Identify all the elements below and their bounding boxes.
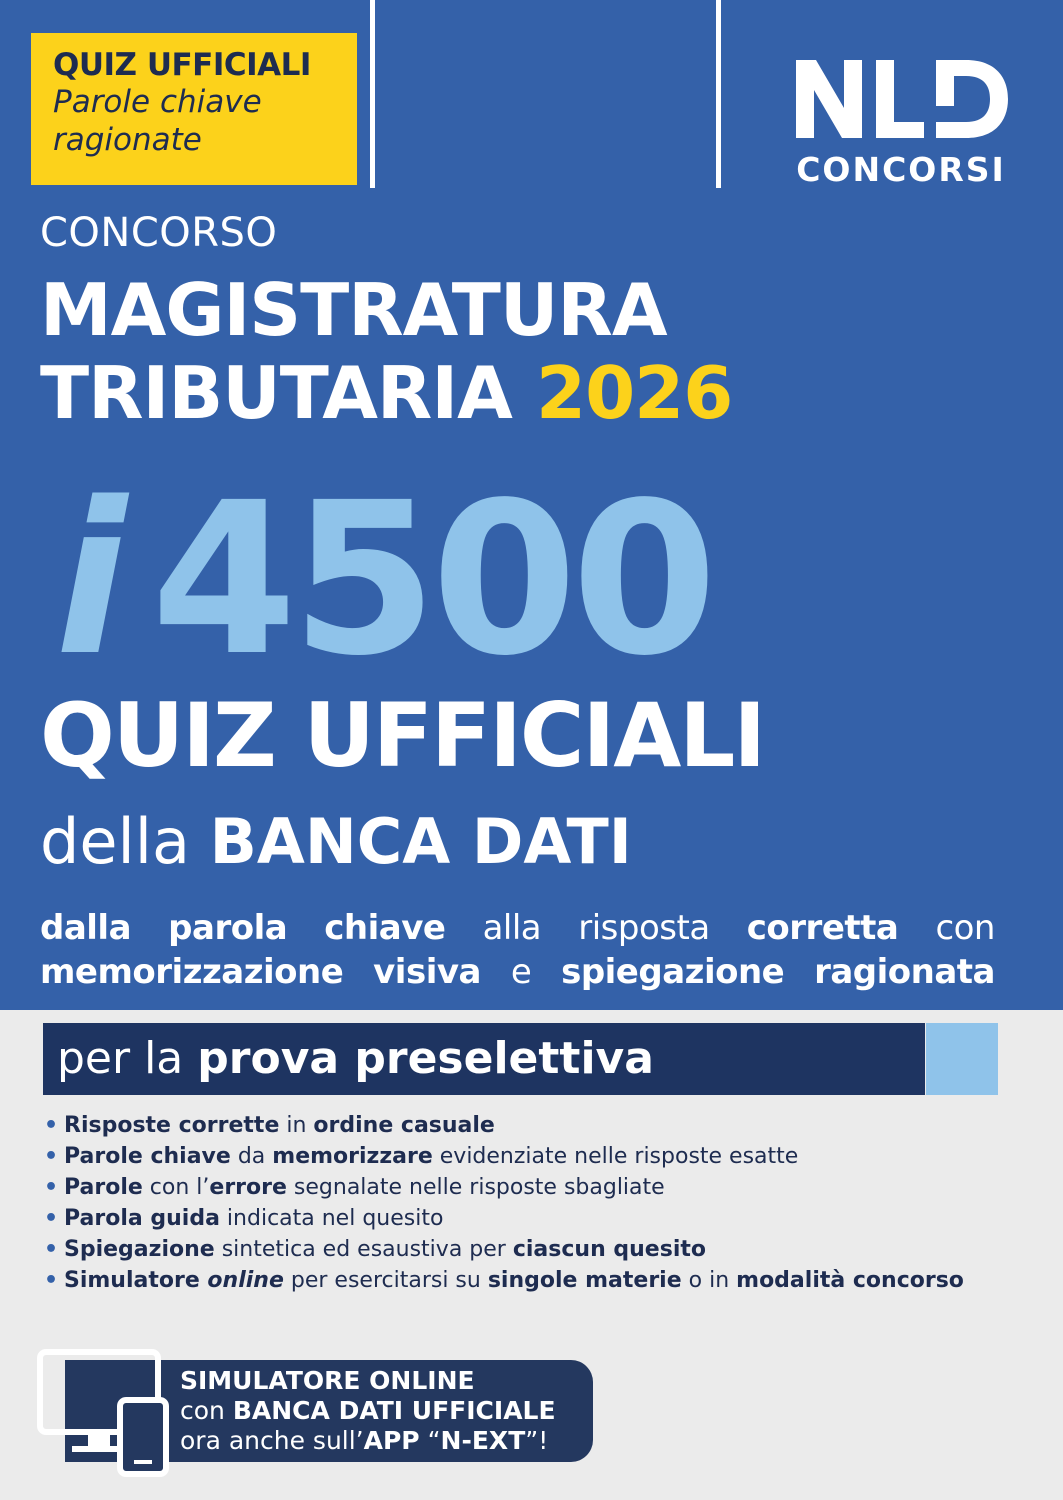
decorative-line-right [716,0,721,188]
subtitle-word: chiave [324,908,446,948]
subtitle-word: parola [168,908,288,948]
quiz-count-number: 4500 [150,457,712,702]
features-list [44,1110,964,1296]
subtitle-word: e [510,952,532,992]
title-tributaria-line [40,351,733,435]
subtitle-word: risposta [578,908,710,948]
list-item: • Parole chiave da memorizzare evidenziate nelle risposte esatte [44,1141,964,1172]
list-item: • Parole con l’errore segnalate nelle risposte sbagliate [44,1172,964,1203]
quiz-ufficiali-badge [31,33,357,185]
list-item: • Risposte corrette in ordine casuale [44,1110,964,1141]
subtitle-word: con [935,908,995,948]
subtitle-block [40,906,995,994]
bullet-icon: • [44,1175,59,1200]
title-magistratura: MAGISTRATURA [40,268,667,352]
simulator-app-name: N-EXT [440,1426,526,1455]
decorative-line-left [370,0,375,188]
subtitle-word: spiegazione [561,952,785,992]
bullet-icon: • [44,1113,59,1138]
list-item: • Simulatore online per esercitarsi su singole materie o in modalità concorso [44,1265,964,1296]
quiz-count [55,457,712,702]
title-year: 2026 [535,351,733,435]
subtitle-word: alla [482,908,542,948]
list-item: • Spiegazione sintetica ed esaustiva per ciascun quesito [44,1234,964,1265]
bullet-icon: • [44,1268,59,1293]
subtitle-word: memorizzazione [40,952,344,992]
prova-bold: prova preselettiva [197,1033,654,1084]
bullet-icon: • [44,1237,59,1262]
list-item: • Parola guida indicata nel quesito [44,1203,964,1234]
logo-subtitle: CONCORSI [796,150,1006,189]
simulator-line-2-bold: BANCA DATI UFFICIALE [232,1396,556,1425]
della-label: della [40,805,190,878]
simulator-line-1: SIMULATORE ONLINE [180,1366,475,1395]
banca-dati-label: BANCA DATI [209,805,632,878]
title-tributaria: TRIBUTARIA [40,351,512,435]
subtitle-word: dalla [40,908,132,948]
badge-title: QUIZ UFFICIALI [53,47,311,83]
prova-accent-square [926,1023,998,1095]
badge-line-3: ragionate [53,122,202,158]
subtitle-word: ragionata [814,952,995,992]
badge-line-2: Parole chiave [53,84,262,120]
monitor-and-phone-icon [36,1348,176,1478]
concorso-label: CONCORSO [40,210,278,256]
subtitle-word: visiva [373,952,481,992]
subtitle-word: corretta [746,908,899,948]
bullet-icon: • [44,1144,59,1169]
simulator-text: SIMULATORE ONLINE con BANCA DATI UFFICIALE ora anche sull’APP “N-EXT”! [180,1366,556,1455]
prova-prefix: per la [57,1033,184,1084]
quiz-ufficiali-title: QUIZ UFFICIALI [40,684,765,787]
simulator-line-3-prefix: ora anche sull’ [180,1426,364,1455]
subtitle-row-2 [40,950,995,994]
simulator-line-2-prefix: con [180,1396,233,1425]
quiz-count-article: i [55,457,121,702]
subtitle-row-1 [40,906,995,950]
bullet-icon: • [44,1206,59,1231]
prova-preselettiva-bar [43,1023,925,1095]
banca-dati-line [40,807,632,877]
simulator-app-label: APP [363,1426,420,1455]
